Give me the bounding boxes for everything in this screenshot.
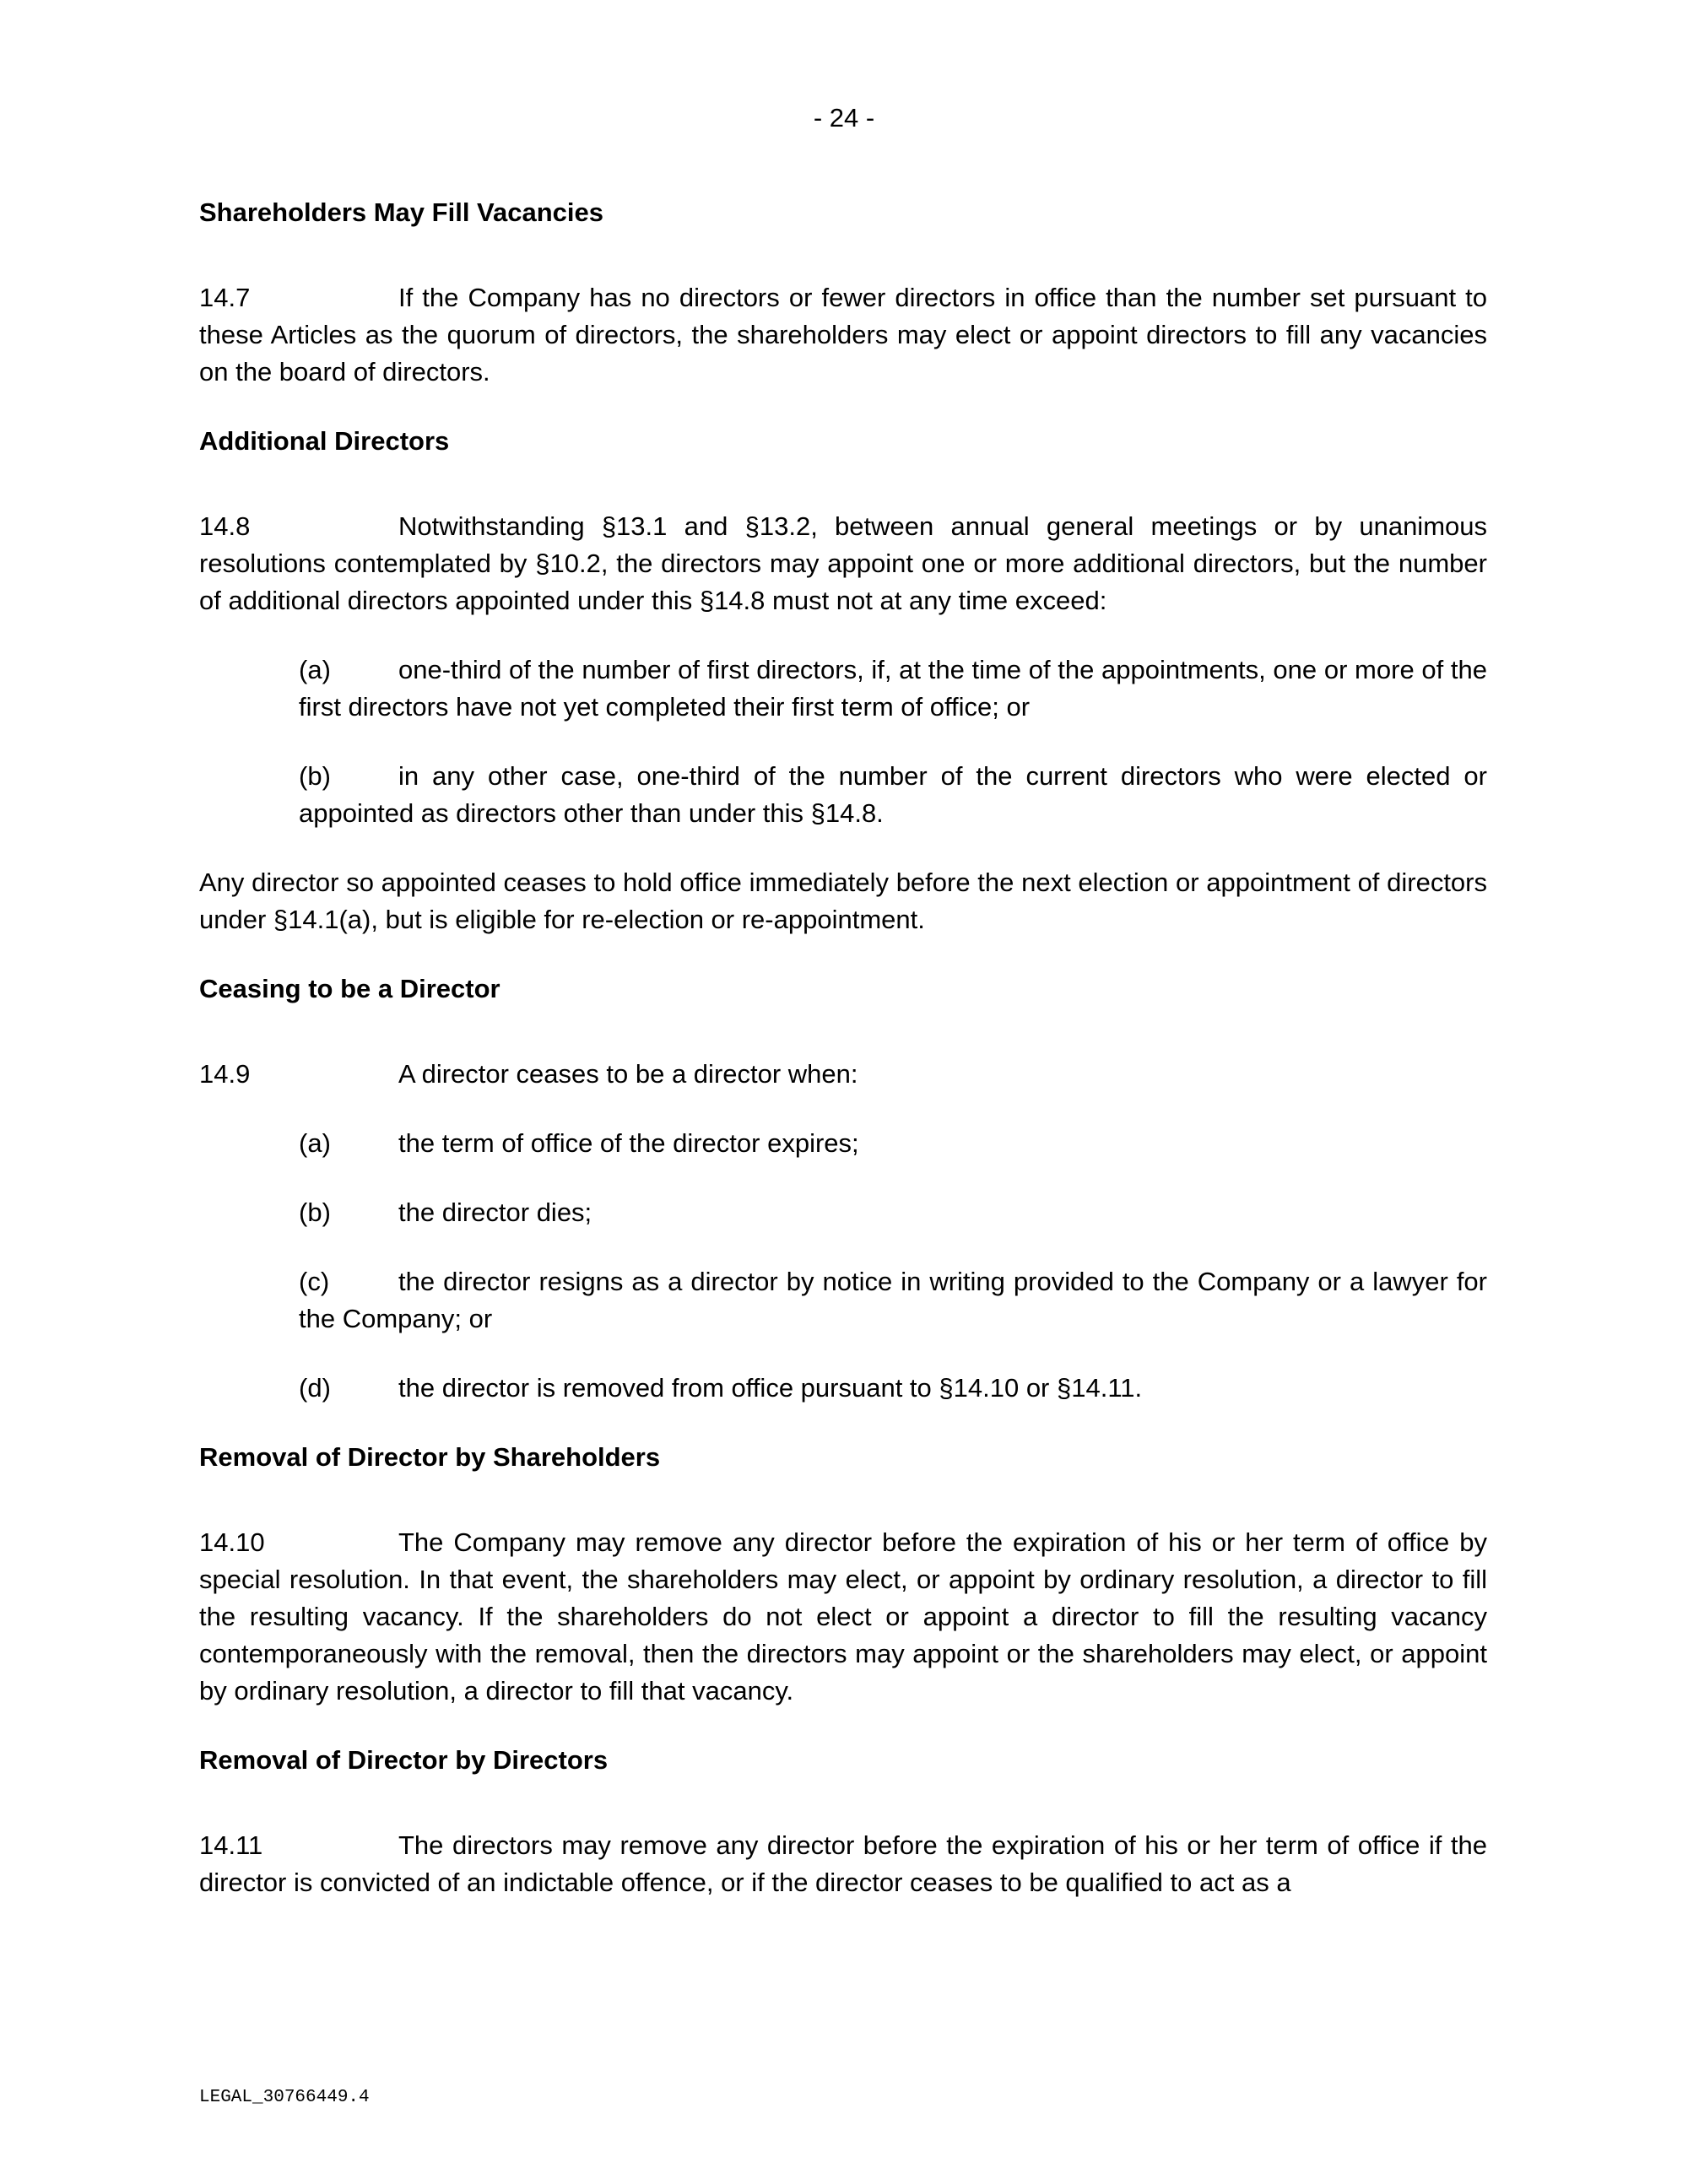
subclause-label: (a): [299, 1128, 331, 1158]
subclause-label: (a): [299, 655, 331, 684]
clause-text: A director ceases to be a director when:: [398, 1059, 858, 1089]
subclause-text: in any other case, one-third of the number of the current directors who were elected or appointed as directors other than under this §14.8.: [299, 761, 1487, 828]
clause-14-9: [199, 1056, 1487, 1093]
clause-number: 14.11: [199, 1830, 263, 1860]
clause-14-8: [199, 508, 1487, 619]
clause-text: The directors may remove any director before the expiration of his or her term of office if the director is convicted of an indictable offence, or if the director ceases to be qualified to act as a: [199, 1830, 1487, 1897]
subclause-14-9-b: [299, 1194, 1487, 1231]
clause-number: 14.7: [199, 283, 251, 312]
subclause-label: (b): [299, 1197, 331, 1227]
subclause-label: (c): [299, 1267, 330, 1296]
clause-text: The Company may remove any director before the expiration of his or her term of office by special resolution. In that event, the shareholders may elect, or appoint by ordinary resolution, a director to fill the resulting vacancy. If the shareholders do not elect or appoint a director to fill the resulting vacancy contemporaneously with the removal, then the directors may appoint or the shareholders may elect, or appoint by ordinary resolution, a director to fill that vacancy.: [199, 1527, 1487, 1706]
clause-14-8-closing: Any director so appointed ceases to hold office immediately before the next election or appointment of directors under §14.1(a), but is eligible for re-election or re-appointment.: [199, 868, 1487, 934]
clause-14-7: [199, 279, 1487, 391]
page-number: - 24 -: [813, 103, 875, 132]
clause-14-10: [199, 1524, 1487, 1710]
subclause-14-9-d: [299, 1370, 1487, 1407]
subclause-text: one-third of the number of first directors, if, at the time of the appointments, one or more of the first directors have not yet completed their first term of office; or: [299, 655, 1487, 722]
document-body: [199, 194, 1487, 1933]
subclause-text: the director is removed from office pursuant to §14.10 or §14.11.: [398, 1373, 1143, 1403]
clause-number: 14.10: [199, 1527, 265, 1557]
clause-number: 14.8: [199, 511, 251, 541]
subclause-14-9-a: [299, 1125, 1487, 1162]
subclause-14-8-b: [299, 758, 1487, 832]
subclause-label: (b): [299, 761, 331, 791]
clause-number: 14.9: [199, 1059, 251, 1089]
document-reference-footer: LEGAL_30766449.4: [199, 2088, 370, 2107]
subclause-14-8-a: [299, 651, 1487, 726]
clause-text: If the Company has no directors or fewer directors in office than the number set pursuant to these Articles as the quorum of directors, the shareholders may elect or appoint directors to fill any vacancies on the board of directors.: [199, 283, 1487, 387]
subclause-14-9-c: [299, 1263, 1487, 1338]
heading-removal-by-shareholders: Removal of Director by Shareholders: [199, 1442, 661, 1472]
subclause-text: the term of office of the director expires;: [398, 1128, 859, 1158]
clause-text: Notwithstanding §13.1 and §13.2, between annual general meetings or by unanimous resolutions contemplated by §10.2, the directors may appoint one or more additional directors, but the number of additional directors appointed under this §14.8 must not at any time exceed:: [199, 511, 1487, 615]
heading-removal-by-directors: Removal of Director by Directors: [199, 1745, 609, 1775]
heading-ceasing-to-be-a-director: Ceasing to be a Director: [199, 974, 500, 1003]
subclause-text: the director dies;: [398, 1197, 592, 1227]
heading-additional-directors: Additional Directors: [199, 426, 450, 456]
subclause-label: (d): [299, 1373, 331, 1403]
clause-14-11: [199, 1827, 1487, 1901]
heading-shareholders-may-fill-vacancies: Shareholders May Fill Vacancies: [199, 197, 604, 227]
subclause-text: the director resigns as a director by notice in writing provided to the Company or a lawyer for the Company; or: [299, 1267, 1487, 1333]
